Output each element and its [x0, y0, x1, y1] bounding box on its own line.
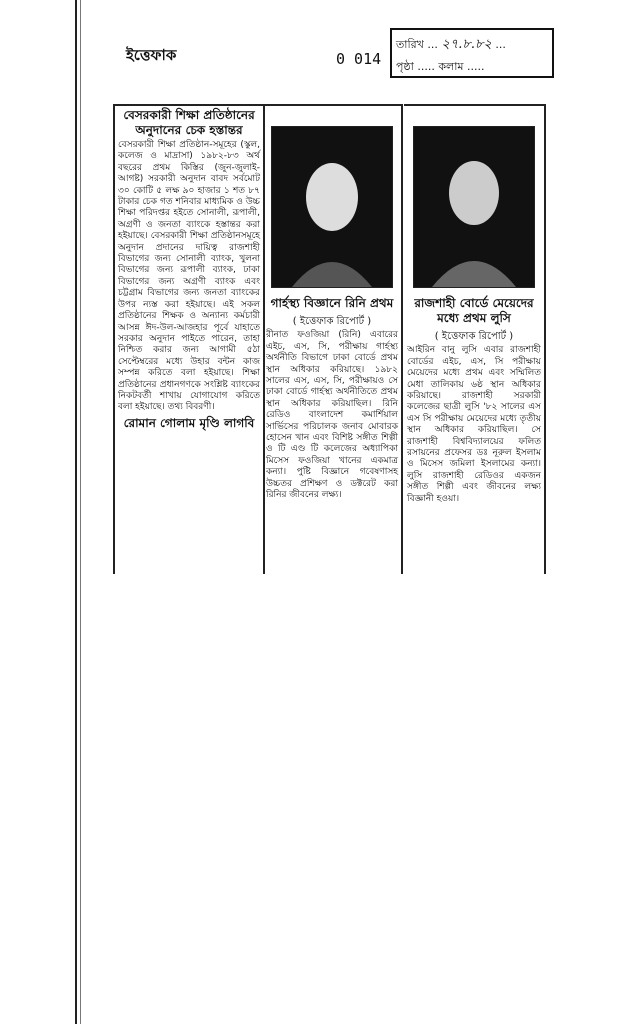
- article-headline: বেসরকারী শিক্ষা প্রতিষ্ঠানের অনুদানের চেক হস্তান্তর: [123, 108, 255, 137]
- stamp-date-row: তারিখ ... ২৭.৮.৮২ ...: [396, 37, 506, 52]
- page-margin-rule: [75, 0, 77, 1024]
- article-headline: গার্হস্থ্য বিজ্ঞানে রিনি প্রথম: [270, 296, 394, 310]
- article-byline: ( ইত্তেফাক রিপোর্ট ): [292, 316, 372, 327]
- article-body: বেসরকারী শিক্ষা প্রতিষ্ঠান-সমূহের (স্কুল, কলেজ ও মাদ্রাসা) ১৯৮২-৮৩ অর্থ বছরের প্রথম কিস্তির (জুন-জুলাই-আগষ্ট) সরকারী অনুদান বাবদ সর্বমোট ৩০ কোটি ৫ লক্ষ ৯০ হাজার ১ শত ৮৭ টাকার চেক গত শনিবার মাধ্যমিক ও উচ্চ শিক্ষা পরিদপ্তর হইতে সোনালী, রূপালী, অগ্রণী ও জনতা ব্যাংকে হস্তান্তর করা হইয়াছে। বেসরকারী শিক্ষা প্রতিষ্ঠানসমূহে অনুদান প্রদানের দায়িত্ব রাজশাহী বিভাগের জন্য সোনালী ব্যাংক, খুলনা বিভাগের জন্য রূপালী ব্যাংক, ঢাকা বিভাগের জন্য অগ্রণী ব্যাংক এবং চট্টগ্রাম বিভাগের জন্য জনতা ব্যাংকের উপর ন্যস্ত করা হইয়াছে। এই সকল প্রতিষ্ঠানের শিক্ষক ও অন্যান্য কর্মচারী আসন্ন ঈদ-উল-আজহার পূর্বে যাহাতে সরকার অনুদান পাইতে পারেন, তাহা নিশ্চিত করার জন্য আগামী ৫ঠা সেপ্টেম্বরের মধ্যে উহার বন্টন কাজ সম্পন্ন করিতে বলা হইয়াছে। শিক্ষা প্রতিষ্ঠানের প্রধানগণকে সংশ্লিষ্ট ব্যাংকের নিকটবর্তী শাখায় যোগাযোগ করিতে বলা হইয়াছে। তথ্য বিবরণী।: [118, 140, 260, 413]
- article-signature: রোমান গোলাম মৃণ্ডি লাগবি: [123, 415, 255, 430]
- article-headline: রাজশাহী বোর্ডে মেয়েদের মধ্যে প্রথম লুসি: [414, 296, 534, 325]
- article-lucy: [404, 104, 546, 574]
- newspaper-clipping: [113, 104, 543, 574]
- stamp-column-label: কলাম: [438, 60, 464, 73]
- portrait-photo-rini: [271, 126, 393, 288]
- article-rini: [263, 104, 403, 574]
- clip-number: 0 014: [336, 50, 382, 68]
- page-margin-rule-inner: [80, 0, 81, 1024]
- article-school-grants: [113, 104, 265, 574]
- article-byline: ( ইত্তেফাক রিপোর্ট ): [434, 331, 514, 342]
- stamp-page-label: পৃষ্ঠা: [396, 60, 414, 73]
- article-body: আইরিন বানু লুসি এবার রাজশাহী বোর্ডের এইচ, এস, সি পরীক্ষায় মেয়েদের মধ্যে প্রথম এবং সম্মিলিত মেধা তালিকায় ৬ষ্ঠ স্থান অধিকার করিয়াছে। রাজশাহী সরকারী কলেজের ছাত্রী লুসি '৮২ সালের এস এস সি পরীক্ষায় মেয়েদের মধ্যে তৃতীয় স্থান অধিকার করিয়াছিল। সে রাজশাহী বিশ্ববিদ্যালয়ের ফলিত রসায়নের প্রফেসর ডঃ নূরুল ইসলাম ও মিসেস জমিলা ইসলামের কন্যা। লুসি রাজশাহী রেডিওর একজন সঙ্গীত শিল্পী এবং জীবনের লক্ষ্য বিজ্ঞানী হওয়া।: [407, 345, 541, 504]
- portrait-photo-lucy: [413, 126, 535, 288]
- stamp-date-value: ২৭.৮.৮২: [441, 37, 492, 52]
- stamp-page-row: পৃষ্ঠা ..... কলাম .....: [396, 60, 485, 73]
- article-body: রীনাত ফওজিয়া (রিনি) এবারের এইচ, এস, সি, পরীক্ষায় গার্হস্থ্য অর্থনীতি বিভাগে ঢাকা বোর্ডে প্রথম স্থান অধিকার করিয়াছে। ১৯৮২ সালের এস, এস, সি, পরীক্ষায়ও সে ঢাকা বোর্ডে গার্হস্থ্য অর্থনীতিতে প্রথম স্থান অধিকার করিয়াছিল। রিনি রেডিও বাংলাদেশ কমার্শিয়াল সার্ভিসের পরিচালক জনাব মোবারক হোসেন খান এবং বিশিষ্ট সঙ্গীত শিল্পী ও টি এণ্ড টি কলেজের অধ্যাপিকা মিসেস ফওজিয়া খানের একমাত্র কন্যা। পুষ্টি বিজ্ঞানে গবেষণাসহ উচ্চতর প্রশিক্ষণ ও ডক্টরেট করা রিনির জীবনের লক্ষ্য।: [266, 330, 398, 501]
- archive-stamp: [390, 28, 554, 78]
- newspaper-masthead: ইত্তেফাক: [126, 46, 177, 64]
- stamp-date-label: তারিখ: [396, 38, 424, 51]
